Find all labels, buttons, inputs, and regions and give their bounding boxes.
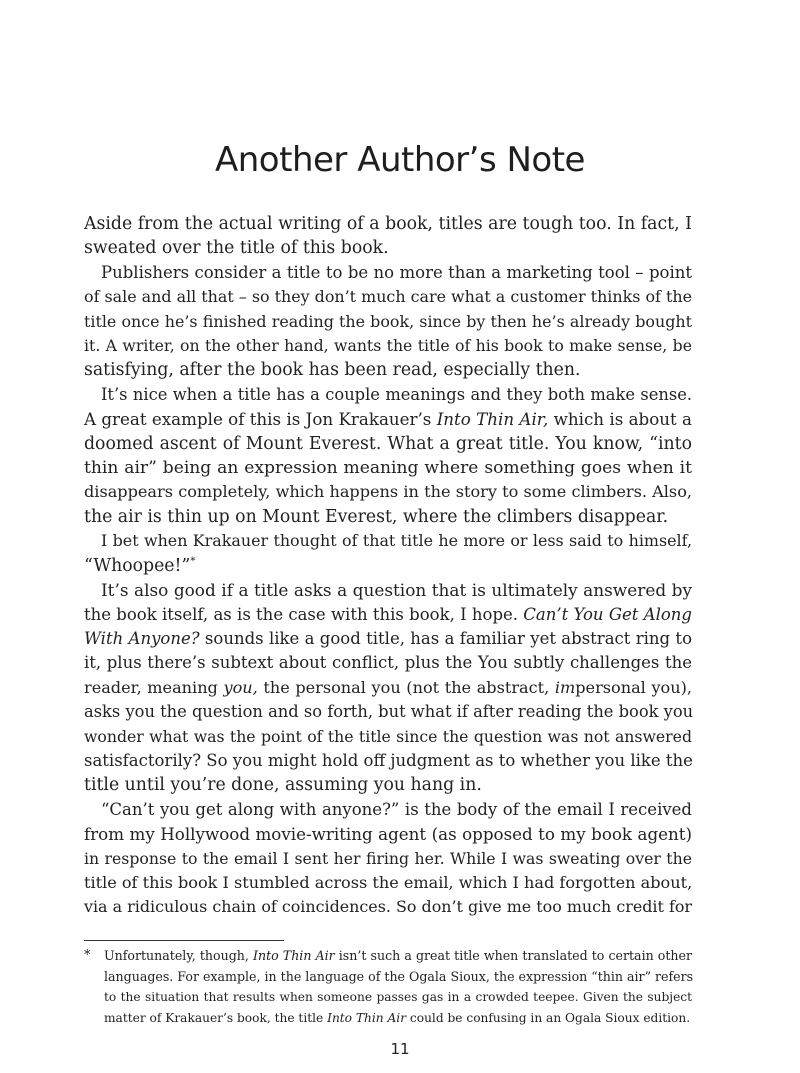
text-line: It’s nice when a title has a couple meanings and they both make sense. — [101, 384, 692, 404]
text-line: it, plus there’s subtext about conflict, plus the You subtly challenges the — [84, 653, 692, 673]
text-line: Aside from the actual writing of a book, titles are tough too. In fact, I — [84, 214, 692, 234]
text-line: the air is thin up on Mount Everest, where the climbers disappear. — [84, 506, 669, 527]
text-line: it. A writer, on the other hand, wants the title of his book to make sense, be — [84, 336, 692, 356]
text-line: wonder what was the point of the title since the question was not answered — [84, 726, 692, 746]
footnote-reference: * — [190, 555, 196, 567]
text-line: With Anyone? sounds like a good title, has a familiar yet abstract ring to — [84, 628, 692, 648]
emphasis-italic: you, — [223, 677, 258, 697]
text-line: reader, meaning you, the personal you (not the abstract, impersonal you), — [84, 677, 692, 697]
footnote-line: matter of Krakauer’s book, the title Into Thin Air could be confusing in an Ogala Sioux edition. — [104, 1010, 691, 1025]
text-line: disappears completely, which happens in the story to some climbers. Also, — [84, 482, 692, 502]
footnote — [84, 946, 692, 1028]
book-title-italic: Into Thin Air, — [436, 409, 549, 430]
text-line: via a ridiculous chain of coincidences. So don’t give me too much credit for — [84, 897, 692, 917]
text-line: doomed ascent of Mount Everest. What a great title. You know, “into — [84, 433, 692, 454]
book-title-italic: Into Thin Air — [252, 948, 335, 963]
body-text — [84, 212, 692, 920]
text-line: It’s also good if a title asks a question that is ultimately answered by — [101, 580, 692, 601]
text-line: title of this book I stumbled across the email, which I had forgotten about, — [84, 872, 693, 892]
footnote-line: Unfortunately, though, Into Thin Air isn’t such a great title when translated to certain other — [104, 948, 693, 963]
text-line: in response to the email I sent her firing her. While I was sweating over the — [84, 848, 692, 868]
text-line: sweated over the title of this book. — [84, 238, 389, 259]
text-line: A great example of this is Jon Krakauer’s Into Thin Air, which is about a — [84, 409, 693, 430]
text-line: “Whoopee!”* — [84, 555, 196, 576]
text-line: “Can’t you get along with anyone?” is the body of the email I received — [101, 799, 692, 819]
text-line: title once he’s finished reading the book, since by then he’s already bought — [84, 311, 692, 331]
text-line: from my Hollywood movie-writing agent (as opposed to my book agent) — [84, 824, 692, 845]
footnote-line: to the situation that results when someone passes gas in a crowded teepee. Given the subject — [104, 990, 692, 1004]
emphasis-italic: im — [554, 677, 576, 697]
text-line: title until you’re done, assuming you hang in. — [84, 775, 482, 796]
text-line: satisfactorily? So you might hold off judgment as to whether you like the — [84, 750, 693, 770]
text-line: I bet when Krakauer thought of that title he more or less said to himself, — [101, 531, 692, 551]
book-title-italic: Can’t You Get Along — [523, 604, 692, 624]
book-title-italic: With Anyone? — [84, 628, 200, 648]
text-line: satisfying, after the book has been read, especially then. — [84, 360, 581, 381]
page-number: 11 — [390, 1040, 410, 1058]
footnote-marker: * — [84, 948, 91, 963]
text-line: Publishers consider a title to be no more than a marketing tool – point — [101, 262, 692, 282]
chapter-title: Another Author’s Note — [215, 140, 585, 180]
text-line: the book itself, as is the case with this book, I hope. Can’t You Get Along — [84, 604, 692, 624]
footnote-divider — [84, 940, 284, 941]
text-line: asks you the question and so forth, but what if after reading the book you — [84, 702, 694, 722]
footnote-line: languages. For example, in the language of the Ogala Sioux, the expression “thin air” refers — [104, 968, 694, 984]
text-line: of sale and all that – so they don’t much care what a customer thinks of the — [84, 287, 692, 307]
book-title-italic: Into Thin Air — [327, 1010, 407, 1025]
text-line: thin air” being an expression meaning where something goes when it — [84, 458, 692, 479]
